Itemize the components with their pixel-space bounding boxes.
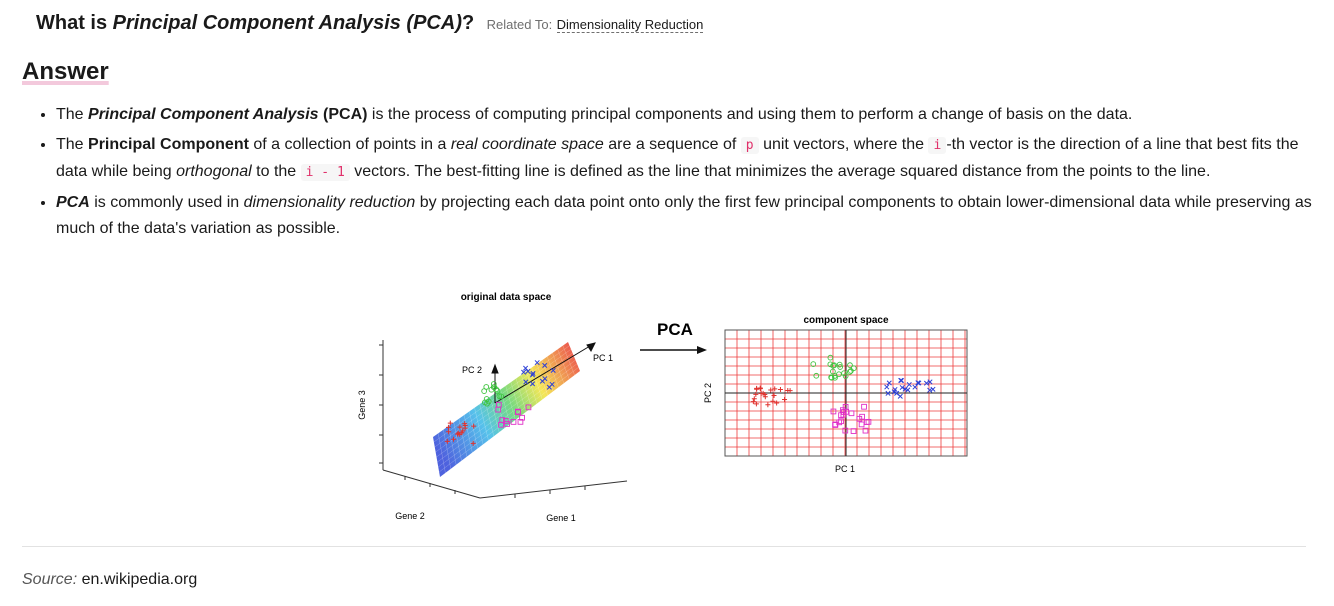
inline-code: i - 1 <box>301 164 350 181</box>
gene2-label: Gene 2 <box>395 511 425 521</box>
square-marker <box>862 404 867 409</box>
gene1-axis <box>480 481 627 498</box>
square-marker <box>851 429 856 434</box>
plane-gridline <box>436 353 573 452</box>
plus-marker <box>782 397 787 402</box>
pc1-axis-label: PC 1 <box>834 464 856 474</box>
list-item <box>56 132 1328 186</box>
pca-arrow-label: PCA <box>657 320 693 339</box>
x-marker <box>887 381 891 385</box>
italic-phrase: dimensionality reduction <box>243 194 416 211</box>
square-marker <box>831 409 836 414</box>
plus-marker <box>768 387 773 392</box>
text: to the <box>251 163 301 180</box>
text: vectors. The best-fitting line is defined as the line that minimizes the average squared distance from the points to the line. <box>349 163 1211 180</box>
pc1-label: PC 1 <box>593 353 614 363</box>
pca-figure <box>355 285 980 530</box>
related-label: Related To: <box>486 17 553 32</box>
x-marker <box>885 385 889 389</box>
answer-list <box>38 102 1328 246</box>
pca-arrow <box>640 346 707 354</box>
question-prefix: What is <box>36 12 113 34</box>
pc2-axis-label: PC 2 <box>703 382 713 404</box>
square-marker <box>849 411 854 416</box>
term-emphasis: Principal Component Analysis <box>88 106 319 123</box>
x-marker <box>907 382 911 386</box>
circle-marker <box>814 373 819 378</box>
question-term: Principal Component Analysis (PCA) <box>112 12 462 34</box>
pc1-arrowhead <box>587 343 595 351</box>
inline-code: i <box>928 137 946 154</box>
plus-marker <box>754 387 759 392</box>
plus-marker <box>758 386 763 391</box>
question-header <box>36 12 703 35</box>
circle-marker <box>851 366 856 371</box>
answer-heading: Answer <box>22 58 109 85</box>
text: -th vector is the direction of a line that best fits the data while being <box>56 136 1299 180</box>
plus-marker <box>785 388 790 393</box>
plus-marker <box>778 387 783 392</box>
plane-gridline <box>438 364 577 467</box>
question-suffix: ? <box>461 12 475 34</box>
pc2-arrowhead <box>492 365 498 373</box>
component-data-points <box>751 355 935 433</box>
gene2-axis <box>383 470 480 498</box>
italic-phrase: real coordinate space <box>450 136 604 153</box>
text: is commonly used in <box>89 194 244 211</box>
plus-marker <box>765 402 770 407</box>
pc2-label: PC 2 <box>462 365 483 375</box>
text: The <box>56 106 89 123</box>
plane-gridline <box>437 357 575 458</box>
component-space-title: component space <box>803 315 889 326</box>
source-label: Source: <box>22 571 78 588</box>
source-line <box>22 571 197 589</box>
term-emphasis: PCA <box>56 194 90 211</box>
circle-marker <box>837 372 842 377</box>
divider <box>22 546 1306 547</box>
plane-gridlines <box>434 346 579 473</box>
circle-marker <box>482 389 487 394</box>
gene3-label: Gene 3 <box>357 390 367 420</box>
plus-marker <box>752 396 757 401</box>
term-abbrev: (PCA) <box>318 106 368 123</box>
x-marker <box>931 387 935 391</box>
square-marker <box>864 420 869 425</box>
term-emphasis: Principal Component <box>88 136 249 153</box>
x-marker <box>913 385 917 389</box>
square-marker <box>859 422 864 427</box>
plus-marker <box>772 393 777 398</box>
text: of a collection of points in a <box>248 136 451 153</box>
related-topic-link[interactable]: Dimensionality Reduction <box>556 17 704 32</box>
pca-plane <box>433 342 580 477</box>
x-marker <box>898 394 902 398</box>
text: are a sequence of <box>603 136 741 153</box>
list-item <box>56 190 1328 242</box>
x-marker <box>928 388 932 392</box>
source-value: en.wikipedia.org <box>81 571 198 588</box>
plane-gridline <box>437 360 575 462</box>
circle-marker <box>828 355 833 360</box>
list-item <box>56 102 1328 128</box>
text: by projecting each data point onto only the first few principal components to obtain lower-dimensional data while preserving as much of the data's variation as possible. <box>56 194 1312 237</box>
text: unit vectors, where the <box>758 136 929 153</box>
gene1-label: Gene 1 <box>546 513 576 523</box>
question-title <box>36 12 474 34</box>
x-marker <box>523 366 527 370</box>
text: The <box>56 136 89 153</box>
italic-phrase: orthogonal <box>176 163 252 180</box>
text: is the process of computing principal components and using them to perform a change of basis on the data. <box>367 106 1133 123</box>
original-space-title: original data space <box>460 292 552 303</box>
inline-code: p <box>741 137 759 154</box>
